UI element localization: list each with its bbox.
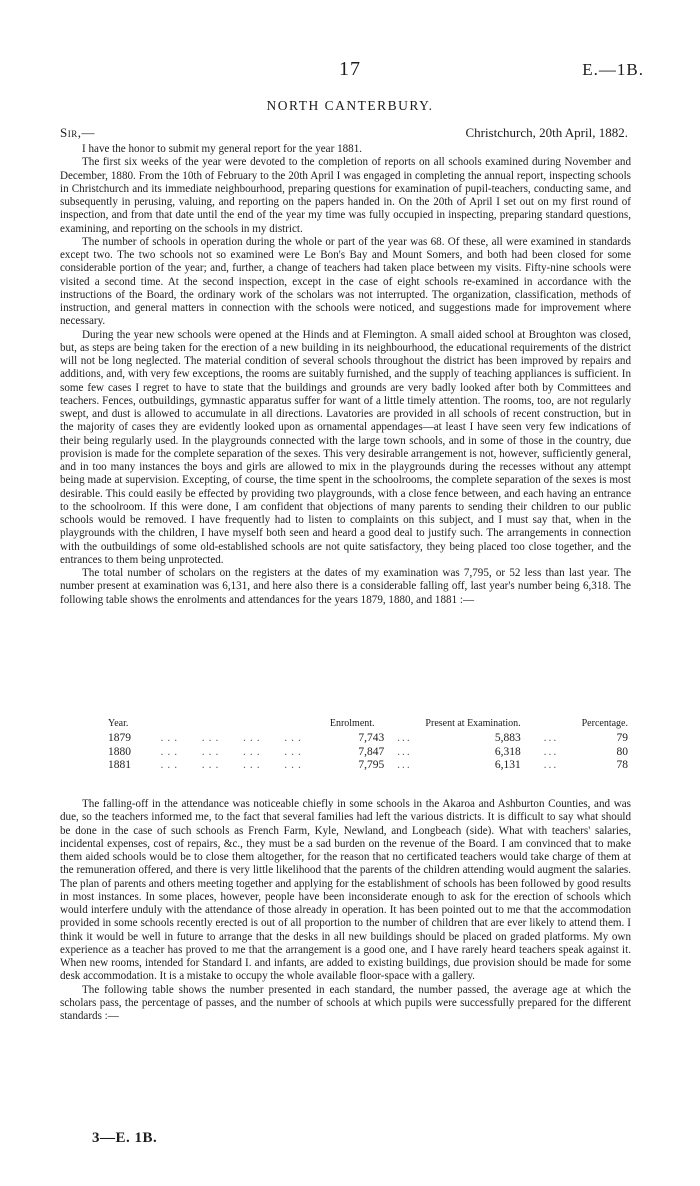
header-percentage: Percentage. [581, 718, 628, 729]
paragraph-schools-in-operation: The number of schools in operation during the whole or part of the year was 68. Of these, all were examined in standards except two. The two schools not so examined were Le Bon's Bay and Mount Somers, and both had been closed for some considerable portion of the year; and, further, a change of teachers had taken place between my visits. Fifty-nine schools were visited a second time. At the second inspection, except in the case of eight schools re-examined in accordance with the instructions of the Board, the ordinary work of the scholars was not interrupted. The organization, classification, methods of instruction, and general matters in connection with the schools were noticed, and suggestions made for improvement where necessary. [60, 235, 631, 328]
paragraph-falling-off: The falling-off in the attendance was noticeable chiefly in some schools in the Akaroa and Ashburton Counties, and was due, so the teachers informed me, to the fact that several families had left the various districts. It is difficult to say what should be done in the case of such schools as French Farm, Kyle, Newland, and Longbeach (side). What with teachers' salaries, incidental expenses, cost of repairs, &c., they must be a sad burden on the revenue of the Board. I am convinced that to make them aided schools would be to close them altogether, for the reason that no certificated teachers would take charge of them at the remuneration offered, and there is very little likelihood that the parents of the children attending would augment the salaries. The plan of parents and others meeting together and applying for the establishment of schools has been followed by good results in most instances. In some places, however, people have been inconsiderate enough to ask for the erection of schools which would interfere unduly with the attendance of those already in operation. It has been pointed out to me that the accommodation provided in some schools recently erected is out of all proportion to the number of children that are ever likely to attend them. I think it would be well in future to arrange that the desks in all new buildings should be placed on graded platforms. My own experience as a teacher has proved to me that the arrangement is a good one, and I have rarely heard teachers speak against it. When new rooms, intended for Standard I. and infants, are added to existing buildings, due provision should be made for some desk accommodation. It is a mistake to occupy the whole available floor-space with a gallery. [60, 798, 631, 983]
cell-enrolment: 7,847 [358, 745, 385, 758]
cell-year: 1880 [108, 745, 131, 758]
cell-year: 1879 [108, 732, 131, 744]
report-body-lower [60, 798, 631, 1023]
table-row: 1879 ... ... ... ... 7,743 ... 5,883 ... 79 [108, 732, 628, 744]
section-title: NORTH CANTERBURY. [266, 98, 434, 113]
cell-present: 6,131 [494, 759, 521, 771]
cell-year: 1881 [108, 759, 131, 771]
cell-present: 5,883 [494, 732, 521, 744]
report-body-upper [60, 143, 631, 607]
salutation: Sir,— [60, 125, 95, 140]
table-header-row [108, 718, 628, 732]
page-number: 17 [339, 58, 361, 80]
table-row: 1881 ... ... ... ... 7,795 ... 6,131 ... 78 [108, 759, 628, 771]
cell-present: 6,318 [494, 745, 521, 758]
paragraph-intro: I have the honor to submit my general report for the year 1881. [82, 143, 363, 155]
header-enrolment: Enrolment. [329, 718, 375, 729]
cell-enrolment: 7,795 [358, 759, 385, 771]
cell-enrolment: 7,743 [358, 732, 385, 744]
paragraph-standards-table-intro: The following table shows the number presented in each standard, the number passed, the average age at which the scholars pass, the percentage of passes, and the number of schools at which pupils were successfully prepared for the different standards :— [60, 983, 631, 1022]
paragraph-total-scholars: The total number of scholars on the registers at the dates of my examination was 7,795, or 52 less than last year. The number present at examination was 6,131, and here also there is a considerable falling off, last year's number being 6,318. The following table shows the enrolments and attendances for the years 1879, 1880, and 1881 :— [60, 567, 631, 606]
cell-percentage: 79 [616, 732, 628, 744]
paragraph-new-schools: During the year new schools were opened at the Hinds and at Flemington. A small aided school at Broughton was closed, but, as steps are being taken for the erection of a new building in its neighbourhood, the educational requirements of the district will not be long neglected. The material condition of several schools throughout the district has been improved by repairs and additions, and, with very few exceptions, the rooms are suitably furnished, and the supply of teaching appliances is sufficient. In some few cases I regret to have to state that the buildings and grounds are very badly looked after both by Committees and teachers. Fences, outbuildings, gymnastic apparatus suffer for want of a little timely attention. The rooms, too, are not regularly swept, and dust is allowed to accumulate in all directions. Lavatories are provided in all schools of recent construction, but in the majority of cases they are evidently looked upon as ornamental appendages—at least I have seen very few indications of their being regularly used. In the playgrounds connected with the large town schools, and in some of those in the country, due provision is made for the complete separation of the sexes. This very desirable arrangement is not, however, sufficiently general, and in too many instances the boys and girls are allowed to mix in the playgrounds during the recesses without any attempt being made at supervision. Excepting, of course, the time spent in the schoolrooms, the complete separation of the sexes is most desirable. This could easily be effected by providing two playgrounds, with a close fence between, and each having an entrance to the schoolroom. If this were done, I am confident that objections of many parents to sending their children to our public schools would be removed. I have frequently had to listen to complaints on this subject, and I must say that, when in the playgrounds with the children, I have myself both seen and heard a good deal to justify such. The arrangements in connection with the outbuildings of some old-established schools are not quite satisfactory, they being placed too close together, and the entrances to them being unprotected. [60, 328, 631, 566]
header-year: Year. [108, 718, 129, 729]
table-row: 1880 ... ... ... ... 7,847 ... 6,318 ... 80 [108, 745, 628, 758]
cell-percentage: 80 [616, 745, 628, 758]
footer-code: 3—E. 1B. [92, 1130, 158, 1146]
header-present: Present at Examination. [425, 718, 521, 729]
paragraph-first-weeks: The first six weeks of the year were devoted to the completion of reports on all schools examined during November and December, 1880. From the 10th of February to the 20th April I was engaged in completing the annual report, inspecting schools in Christchurch and its immediate neighbourhood, preparing questions for examination of pupil-teachers, conducting same, and subsequently in perusing, valuing, and reporting on the papers handed in. On the 20th of April I set out on my first round of inspection, and from that date until the end of the year my time was fully occupied in inspecting, preparing standard questions, examining, and reporting on the schools in my district. [60, 156, 631, 235]
place-date: Christchurch, 20th April, 1882. [465, 125, 628, 140]
cell-percentage: 78 [616, 759, 628, 771]
enrolment-table [108, 718, 628, 773]
document-code: E.—1B. [582, 60, 644, 79]
